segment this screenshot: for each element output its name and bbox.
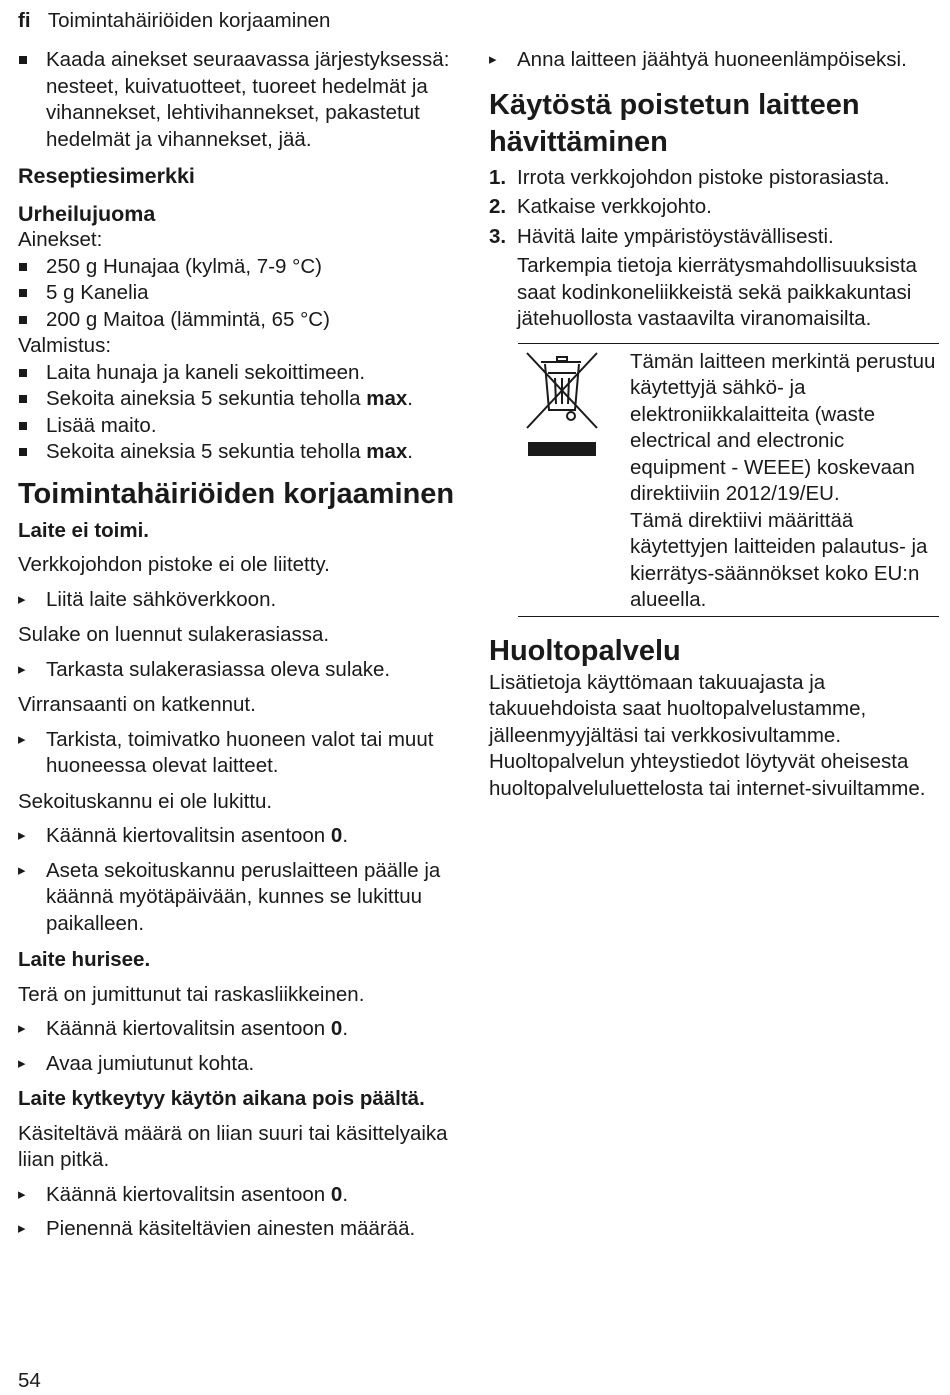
list-item: 2. Katkaise verkkojohto. bbox=[489, 195, 712, 218]
right-column bbox=[489, 47, 939, 802]
preparation-label: Valmistus: bbox=[18, 334, 112, 357]
intro-list bbox=[18, 47, 468, 153]
list-item: ▸ Tarkasta sulakerasiassa oleva sulake. bbox=[18, 657, 468, 684]
fault-cause: Virransaanti on katkennut. bbox=[18, 693, 256, 716]
action-list bbox=[18, 587, 468, 614]
list-item: 250 g Hunajaa (kylmä, 7-9 °C) bbox=[18, 254, 468, 281]
action-list bbox=[18, 657, 468, 684]
list-item: ▸ Tarkista, toimivatko huoneen valot tai muut huoneessa olevat laitteet. bbox=[18, 727, 468, 780]
weee-paragraph: Tämä direktiivi määrittää käytettyjen laitteiden palautus- ja kierrätys-säännökset koko EU:n alueella. bbox=[630, 508, 928, 611]
list-item: Lisää maito. bbox=[18, 413, 468, 440]
disposal-steps bbox=[489, 165, 939, 251]
service-heading: Huoltopalvelu bbox=[489, 634, 681, 667]
fault-cause: Sulake on luennut sulakerasiassa. bbox=[18, 623, 330, 646]
list-item: ▸ Käännä kiertovalitsin asentoon 0. bbox=[18, 1016, 468, 1043]
list-item: Laita hunaja ja kaneli sekoittimeen. bbox=[18, 360, 468, 387]
list-item: 1. Irrota verkkojohdon pistoke pistorasiasta. bbox=[489, 165, 890, 189]
fault-title: Laite kytkeytyy käytön aikana pois päältä. bbox=[18, 1087, 425, 1110]
list-item: ▸ Käännä kiertovalitsin asentoon 0. bbox=[18, 1182, 468, 1209]
crossed-out-bin-icon bbox=[524, 350, 600, 458]
page-number: 54 bbox=[18, 1369, 41, 1392]
list-item: 3. Hävitä laite ympäristöystävällisesti. bbox=[489, 224, 834, 248]
recipe-heading: Reseptiesimerkki bbox=[18, 164, 195, 188]
action-list bbox=[18, 727, 468, 780]
page-header bbox=[18, 8, 330, 35]
service-text: Lisätietoja käyttömaan takuuajasta ja takuuehdoista saat huoltopalvelustamme, jälleenmyyjältäsi tai verkkosivultamme. Huoltopalvelun yhteystiedot löytyvät oheisesta huoltopalveluluettelosta tai internet-sivuiltamme. bbox=[489, 670, 926, 800]
list-item: Kaada ainekset seuraavassa järjestyksessä: nesteet, kuivatuotteet, tuoreet hedelmät ja vihannekset, lehtivihannekset, pakastetut hedelmät ja vihannekset, jää. bbox=[18, 47, 468, 153]
weee-text bbox=[630, 349, 939, 614]
list-item: ▸ Anna laitteen jäähtyä huoneenlämpöiseksi. bbox=[489, 47, 939, 74]
list-item: ▸ Pienennä käsiteltävien ainesten määrää. bbox=[18, 1216, 468, 1243]
fault-cause: Käsiteltävä määrä on liian suuri tai käsittelyaika liian pitkä. bbox=[18, 1121, 448, 1171]
list-item: ▸ Aseta sekoituskannu peruslaitteen päälle ja käännä myötäpäivään, kunnes se lukittuu paikalleen. bbox=[18, 858, 468, 938]
list-item: ▸ Käännä kiertovalitsin asentoon 0. bbox=[18, 823, 468, 850]
action-list bbox=[18, 1016, 468, 1077]
list-item: ▸ Liitä laite sähköverkkoon. bbox=[18, 587, 468, 614]
disposal-heading: Käytöstä poistetun laitteen hävittäminen bbox=[489, 88, 860, 158]
list-item: ▸ Avaa jumiutunut kohta. bbox=[18, 1051, 468, 1078]
fault-cause: Terä on jumittunut tai raskasliikkeinen. bbox=[18, 982, 365, 1006]
action-list bbox=[18, 1182, 468, 1243]
fault-title: Laite ei toimi. bbox=[18, 518, 149, 542]
disposal-note: Tarkempia tietoja kierrätysmahdollisuuksista saat kodinkoneliikkeistä sekä paikkakuntasi jätehuollosta vastaavilta viranomaisilta. bbox=[517, 254, 917, 330]
action-list bbox=[18, 823, 468, 937]
header-title: Toimintahäiriöiden korjaaminen bbox=[47, 9, 331, 32]
ingredients-label: Ainekset: bbox=[18, 228, 103, 251]
ingredients-list bbox=[18, 254, 468, 334]
fault-cause: Verkkojohdon pistoke ei ole liitetty. bbox=[18, 553, 330, 576]
language-code: fi bbox=[18, 9, 31, 32]
weee-paragraph: Tämän laitteen merkintä perustuu käytettyjä sähkö- ja elektroniikkalaitteita (waste electrical and electronic equipment - WEEE) koskevaan direktiiviin 2012/19/EU. bbox=[630, 349, 936, 505]
troubleshooting-heading: Toimintahäiriöiden korjaaminen bbox=[18, 477, 455, 510]
recipe-name: Urheilujuoma bbox=[18, 201, 156, 226]
list-item: Sekoita aineksia 5 sekuntia teholla max. bbox=[18, 439, 468, 466]
fault-title: Laite hurisee. bbox=[18, 948, 151, 971]
left-column bbox=[18, 47, 468, 1243]
list-item: 200 g Maitoa (lämmintä, 65 °C) bbox=[18, 307, 468, 334]
action-list bbox=[489, 47, 939, 74]
list-item: Sekoita aineksia 5 sekuntia teholla max. bbox=[18, 386, 468, 413]
weee-notice bbox=[518, 343, 939, 617]
fault-cause: Sekoituskannu ei ole lukittu. bbox=[18, 789, 273, 813]
list-item: 5 g Kanelia bbox=[18, 280, 468, 307]
steps-list bbox=[18, 360, 468, 466]
